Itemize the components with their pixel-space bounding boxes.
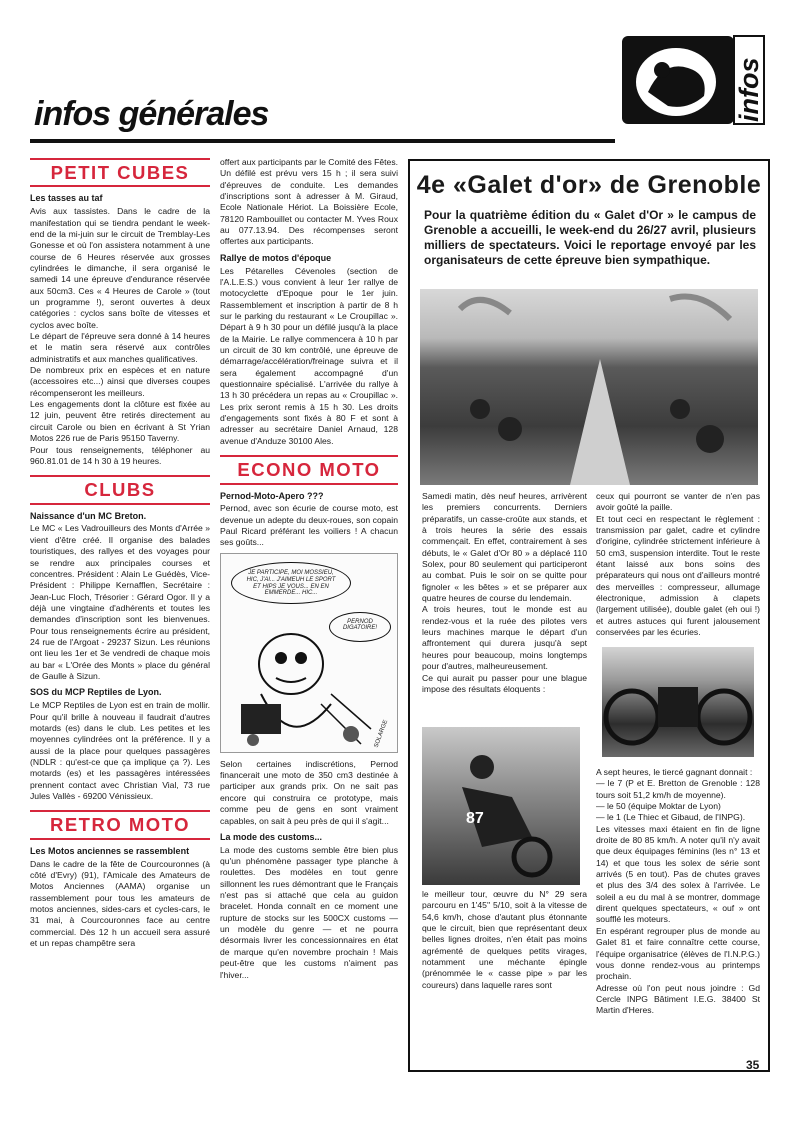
paragraph: Les Pétarelles Cévenoles (section de l'A.L.E.S.) vous convient à leur 1er rallye de motocyclette d'Epoque pour le 1er juin. Rassemblement et inscription à partir de 8 h sur le parking du restaurant « Le Croupillac ». Départ à 9 h 30 pour un défilé jusqu'à la place de la Mairie. Le rallye commencera à 10 h par un circuit de 30 km contrôlé, une épreuve de démarrage/accélération/freinage suivra et il sera également accompagné d'un questionnaire spécialisé. L'arrivée du rallye à 13 h 30 précédera un repas au « Croupillac ». Les prix seront remis à 15 h 30. Les droits d'engagements sont fixés à 80 F et sont à adresser au secrétaire Daniel Arnaud, 128 avenue d'Anduze 30100 Ales. xyxy=(220,265,398,446)
rider-drawing xyxy=(422,727,580,885)
left-column xyxy=(30,156,210,949)
paragraph: Selon certaines indiscrétions, Pernod financerait une moto de 350 cm3 destinée à participer aux grands prix. On ne sait pas encore qui construira ce prototype, mais comme peu de gens en sont vraiment capables, on sait à peu près de qui il s'agit... xyxy=(220,758,398,826)
result-line: — le 7 (P et E. Bretton de Grenoble : 128 tours soit 51,2 km/h de moyenne). xyxy=(596,778,760,800)
paragraph: En espérant regrouper plus de monde au Galet 81 et faire connaître cette course, l'équipe organisatrice (élèves de l'I.N.P.G.) vous donne rendez-vous au printemps prochain. xyxy=(596,925,760,982)
paragraph: Pour tous renseignements, téléphoner au 960.81.01 de 14 h 30 à 19 heures. xyxy=(30,444,210,466)
reptiles-subheading: SOS du MCP Reptiles de Lyon. xyxy=(30,687,162,698)
feature-column-2 xyxy=(596,491,760,638)
anciennes-subheading: Les Motos anciennes se rassemblent xyxy=(30,845,190,856)
result-line: — le 1 (Le Thiec et Gibaud, de l'INPG). xyxy=(596,812,746,823)
infos-logo xyxy=(618,30,768,130)
paragraph: Les engagements dont la clôture est fixée au 12 juin, peuvent être retirés directement au circuit Carole ou bien en écrivant à St Yrian Motos 226 rue de Paris 95150 Taverny. xyxy=(30,399,210,444)
petit-cubes-heading: PETIT CUBES xyxy=(30,158,210,187)
paragraph: A trois heures, tout le monde est au rendez-vous et la ruée des pilotes vers leurs machines marque le départ d'un affrontement qui durera jusqu'à sept heures pour beaucoup, moins longtemps pour d'autres, malheureusement. xyxy=(422,604,587,672)
section-title: infos générales xyxy=(34,95,269,133)
feature-box xyxy=(408,159,770,1072)
rallye-subheading: Rallye de motos d'époque xyxy=(220,252,332,263)
page-number: 35 xyxy=(746,1058,760,1072)
bib-number: 87 xyxy=(466,810,484,827)
paragraph: La mode des customs semble être bien plus qu'un phénomène passager type planche à roulettes. Des modèles en tout genre sillonnent les rues démontrant que le Français n'est pas si attaché que cela au guidon bracelet. Honda connaît en ce moment une rupture de stocks sur les 500CX customs — un modèle du genre — et ne pourra désormais livrer les concessionnaires en état de marque qu'en novembre prochain ! Mais peut-être que les customs n'aiment pas l'hiver... xyxy=(220,844,398,980)
feature-column-1b xyxy=(422,889,587,991)
paragraph: Le MCP Reptiles de Lyon est en train de mollir. Pour qu'il brille à nouveau il faudrait d'autres motards (es) dans le club. Les petites et les moyennes cylindrées ont la préférence. Il y a aussi de la place pour quelques passagères (NDLR : qu'est-ce que ça implique ça ?). Les motards (es) et les passagères intéressées prennent contact avec Christian Vial, 73 rue Jules Vallès - 69200 Vénissieux. xyxy=(30,700,210,801)
header-rule xyxy=(30,139,615,143)
paragraph: le meilleur tour, œuvre du N° 29 sera parcouru en 1'45'' 5/10, soit à la vitesse de 54,6 km/h, chose d'autant plus étonnante que le circuit, bien que représentant deux belles lignes droites, n'en était pas moins agrémenté de quelques petits virages, notamment une méchante épingle (prénommée le « casse pipe » par les coureurs) dans laquelle rares sont xyxy=(422,889,587,990)
pernod-subheading: Pernod-Moto-Apero ??? xyxy=(220,490,324,501)
pernod-cartoon xyxy=(220,553,398,753)
paragraph: Le MC « Les Vadrouilleurs des Monts d'Arrée » vient d'être créé. Il organise des balades touristiques, des rallyes et des voyages pour se rendre aux principales courses et concentres. Président : Alain Le Guédès, Vice-Président : Philippe Kernafflen, Secrétaire : Jean-Luc Floch, Trésorier : Gérard Ogor. Il y a déjà une vingtaine d'adhérents et toutes les demandes d'inscription sont les bienvenues. Pour tous renseignements écrire au président, 24 rue de l'Argoat - 29237 Sizun. Les réunions ont lieu les 1er et 3e vendredi de chaque mois au bar « L'Orée des Monts » place du général de Gaulle à Sizun. xyxy=(30,523,210,681)
feature-title: 4e «Galet d'or» de Grenoble xyxy=(416,171,762,199)
feature-column-1 xyxy=(422,491,587,695)
paragraph: Ce qui aurait pu passer pour une blague impose des résultats éloquents : xyxy=(422,672,587,694)
feature-column-2b xyxy=(596,767,760,1017)
econo-moto-heading: ECONO MOTO xyxy=(220,455,398,484)
bubble-text: PERNOD DIGATOIRE! xyxy=(342,618,378,632)
paragraph: De nombreux prix en espèces et en nature (accessoires etc...) ainsi que diverses coupes récompenseront les meilleurs. xyxy=(30,365,210,398)
logo-text: infos xyxy=(734,57,764,122)
paragraph: Dans le cadre de la fête de Courcouronnes (à côté d'Evry) (91), l'Amicale des Amateurs de Motos Anciennes (AAMA) organise un rassemblement pour tous les amateurs de motos anciennes, sides-cars et cycles-cars, le 31 mai, à Courcouronnes face au centre commercial. Dès 12 h un accueil sera assuré et un repas champêtre sera xyxy=(30,858,210,948)
paragraph: offert aux participants par le Comité des Fêtes. Un défilé est prévu vers 15 h ; il sera suivi d'épreuves de conduite. Les demandes d'inscriptions sont à adresser à M. Giraud, Ecole Nationale Hériot. La Boissière Ecole, 78120 Rambouillet ou contacter M. Yves Roux au 077.13.94. Des récompenses seront offertes aux participants. xyxy=(220,157,399,247)
breton-subheading: Naissance d'un MC Breton. xyxy=(30,510,147,521)
paragraph: Avis aux tassistes. Dans le cadre de la manifestation qui se tiendra pendant le week-end de la mi-juin sur le circuit de Tremblay-Les Gonesse et où l'on assistera notamment à une course de 6 Heures réservée aux grosses cylindrées le dimanche, il sera organisé le samedi 14 une épreuve d'endurance réservée aux 50cm3. Ces « 4 Heures de Carole » (tout un programme !), seront ouvertes à deux catégories : cyclos sans boîte de vitesses et cyclos avec boîte. xyxy=(30,206,210,330)
middle-column xyxy=(220,157,398,981)
customs-subheading: La mode des customs... xyxy=(220,831,323,842)
feature-lead: Pour la quatrième édition du « Galet d'Or » le campus de Grenoble a accueilli, le week-end du 26/27 avril, plusieurs milliers de spectateurs. Voici le reportage envoyé par les organisateurs de cette épreuve bien sympathique. xyxy=(424,208,756,267)
rider-photo xyxy=(422,727,580,885)
cartoon-signature: SOLARGE xyxy=(373,719,390,749)
paragraph: ceux qui pourront se vanter de n'en pas avoir goûté la paille. xyxy=(596,491,760,513)
tasses-subheading: Les tasses au taf xyxy=(30,193,103,204)
cartoon-drawing xyxy=(221,554,398,753)
retro-moto-heading: RETRO MOTO xyxy=(30,810,210,839)
race-start-photo xyxy=(420,289,758,485)
paragraph: Les vitesses maxi étaient en fin de ligne droite de 80 85 km/h. A noter qu'il n'y avait que deux équipages féminins (les n° 13 et 14) et que tous les solex de série sont arrivés (5 en tout). Pas de chutes graves et plus des 3/4 des solex à l'arrivée. Le soleil a eu du mal à se montrer, dommage dirent quelques spectateurs, « ouf » ont soufflé les moteurs. xyxy=(596,823,760,925)
paragraph: Pernod, avec son écurie de course moto, est devenue un adepte du deux-roues, son copain Paul Ricard préférant les voiliers ! A chacun ses goûts... xyxy=(220,503,398,548)
clubs-heading: CLUBS xyxy=(30,475,210,504)
crowd-drawing xyxy=(420,289,758,485)
bubble-text: JE PARTICIPE, MOI MOSSIEU, HIC, J'AI... J'AIMEUH LE SPORT ET HIPS JE VOUS... EN EN EMMERDE... HIC... xyxy=(246,569,336,597)
paragraph: Samedi matin, dès neuf heures, arrivèrent les premiers concurrents. Derniers préparatifs, un casse-croûte aux stands, et à trois heures la série des essais commençait. En effet, contrairement à ses débuts, le « Galet d'Or 80 » a déplacé 110 Solex, pour 80 seulement qui participeront au combat. Puis le soir on se quitte pour fignoler « les bêtes » et se préparer aux quatre heures de course du lendemain. xyxy=(422,491,587,604)
solex-engine-photo xyxy=(602,647,754,757)
paragraph: Le départ de l'épreuve sera donné à 14 heures et le matin sera réservé aux contrôles administratifs et aux manches qualificatives. xyxy=(30,331,210,364)
result-line: — le 50 (équipe Moktar de Lyon) xyxy=(596,801,721,812)
paragraph: Et tout ceci en respectant le règlement : transmission par galet, cadre et cylindre d'origine, cylindrée strictement inférieure à 50 cm3, suspension interdite. Tout le reste étant laissé aux bons soins des préparateurs qui nous ont d'ailleurs montré des merveilles : compresseur, allumage électronique, admission à clapets (largement utilisée), double galet (eh oui !) et autres astuces qui furent jalousement conservées par les écuries. xyxy=(596,513,760,638)
paragraph: A sept heures, le tiercé gagnant donnait : xyxy=(596,767,753,777)
paragraph: Adresse où l'on peut nous joindre : Gd Cercle INPG Bâtiment I.E.G. 38400 St Martin d'Heres. xyxy=(596,982,760,1016)
engine-drawing xyxy=(602,647,754,757)
